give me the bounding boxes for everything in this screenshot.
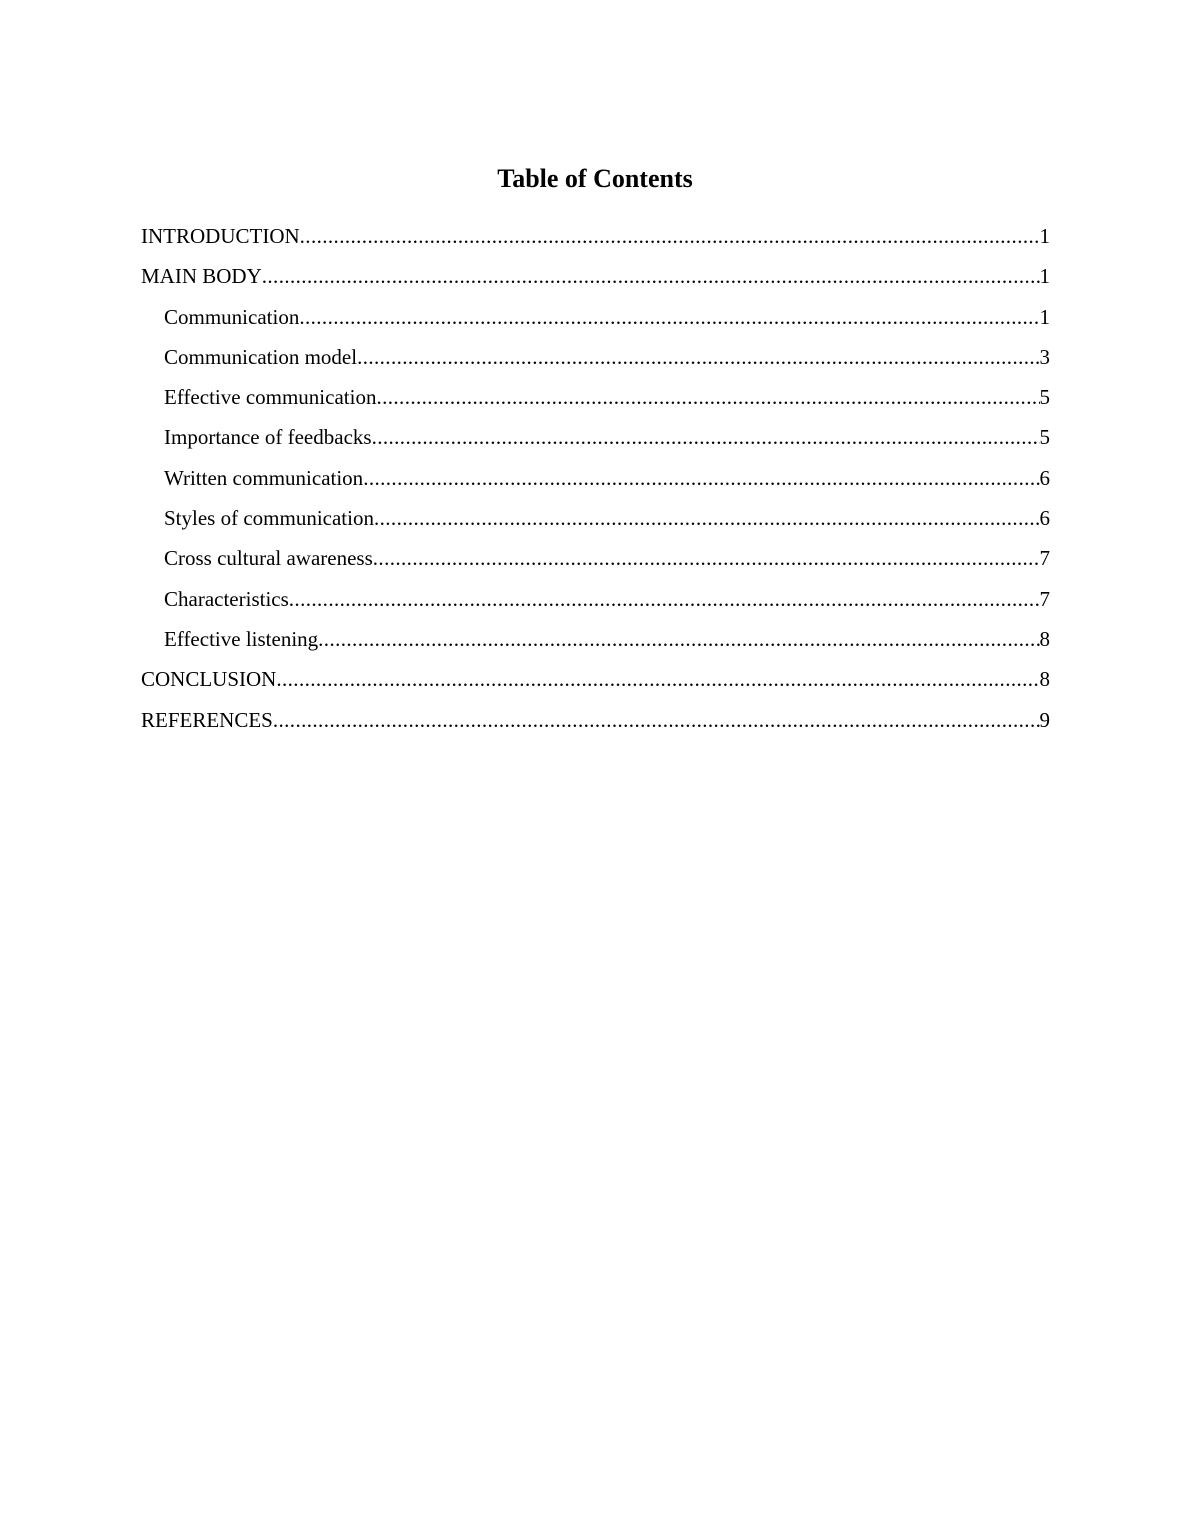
toc-entry-cross-cultural-awareness[interactable] (141, 540, 1050, 580)
toc-entry-label: Effective communication (164, 385, 377, 410)
toc-dot-leader (276, 661, 1039, 697)
toc-entry-label: MAIN BODY (141, 264, 262, 289)
toc-entry-label: Written communication (164, 465, 364, 490)
toc-dot-leader (363, 460, 1039, 496)
toc-entry-styles-of-communication[interactable] (141, 500, 1050, 540)
toc-entry-label: Effective listening (164, 626, 319, 651)
toc-dot-leader (374, 500, 1040, 536)
toc-entry-communication[interactable] (141, 299, 1050, 339)
toc-dot-leader (300, 218, 1040, 254)
toc-dot-leader (357, 339, 1039, 375)
toc-entry-effective-listening[interactable] (141, 621, 1050, 661)
toc-dot-leader (273, 702, 1040, 738)
toc-page-number: 7 (1039, 586, 1050, 611)
toc-dot-leader (318, 621, 1039, 657)
toc-entry-label: Importance of feedbacks (164, 425, 372, 450)
toc-entry-label: Characteristics (164, 586, 289, 611)
toc-dot-leader (289, 581, 1040, 617)
toc-page-number: 9 (1039, 707, 1050, 732)
toc-entry-introduction[interactable] (141, 218, 1050, 258)
toc-page-number: 6 (1039, 465, 1050, 490)
toc-entry-label: Cross cultural awareness (164, 546, 373, 571)
toc-page-number: 1 (1039, 264, 1050, 289)
toc-entry-importance-of-feedbacks[interactable] (141, 419, 1050, 459)
toc-page-number: 7 (1039, 546, 1050, 571)
toc-page-number: 8 (1039, 626, 1050, 651)
toc-entry-label: CONCLUSION (141, 667, 277, 692)
toc-entry-label: Communication model (164, 344, 358, 369)
toc-entry-written-communication[interactable] (141, 460, 1050, 500)
toc-entry-label: REFERENCES (141, 707, 273, 732)
toc-entry-characteristics[interactable] (141, 581, 1050, 621)
toc-page-number: 3 (1039, 344, 1050, 369)
toc-entry-conclusion[interactable] (141, 661, 1050, 701)
toc-entry-references[interactable] (141, 702, 1050, 742)
toc-page-number: 1 (1039, 224, 1050, 248)
toc-dot-leader (262, 258, 1040, 294)
toc-entry-label: INTRODUCTION (141, 224, 300, 248)
toc-dot-leader (373, 540, 1040, 576)
toc-entry-effective-communication[interactable] (141, 379, 1050, 419)
toc-page-number: 5 (1039, 425, 1050, 450)
toc-page-number: 6 (1039, 506, 1050, 531)
toc-entry-communication-model[interactable] (141, 339, 1050, 379)
toc-list (141, 218, 1050, 742)
toc-entry-main-body[interactable] (141, 258, 1050, 298)
toc-page-number: 5 (1039, 385, 1050, 410)
toc-page-number: 1 (1039, 304, 1050, 329)
toc-dot-leader (376, 379, 1039, 415)
toc-page-number: 8 (1039, 667, 1050, 692)
page-title: Table of Contents (497, 164, 693, 193)
toc-dot-leader (372, 419, 1040, 455)
toc-entry-label: Communication (164, 304, 300, 329)
toc-entry-label: Styles of communication (164, 506, 374, 531)
toc-dot-leader (299, 299, 1039, 335)
